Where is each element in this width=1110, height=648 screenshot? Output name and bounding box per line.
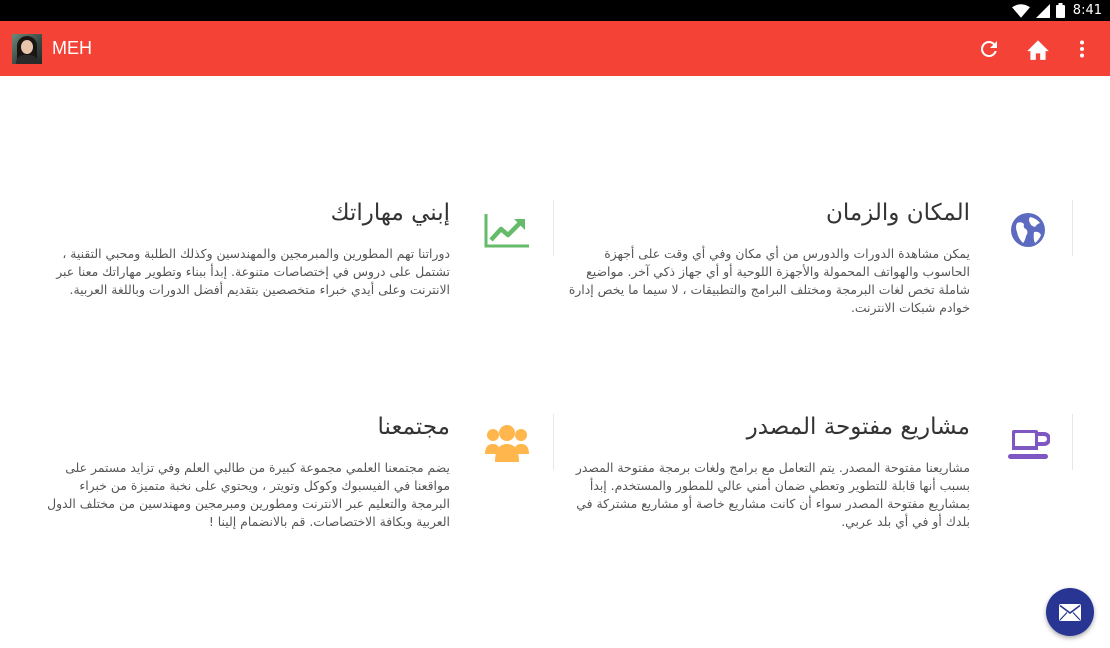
home-button[interactable]: [1013, 21, 1062, 76]
feature-divider: [553, 414, 554, 470]
feature-build-skills: [40, 200, 555, 330]
battery-icon: [1056, 3, 1065, 18]
feature-community: [40, 414, 555, 544]
feature-description: يمكن مشاهدة الدورات والدورس من أي مكان وفي أي وقت على أجهزة الحاسوب والهواتف المحمولة والأجهزة اللوحية أو أي جهاز ذكي آخر. مواضيع شاملة تخص لغات البرمجة ومختلف البرامج والتطبيقات ، لا سيما ما يخص إدارة خوادم شبكات الانترنت.: [568, 246, 970, 315]
contact-mail-button[interactable]: [1046, 588, 1094, 636]
mail-icon: [1059, 604, 1081, 621]
coffee-cup-icon: [1003, 419, 1053, 469]
feature-title: المكان والزمان: [825, 200, 970, 226]
signal-icon: [1036, 4, 1050, 18]
app-actions: [964, 21, 1110, 76]
avatar[interactable]: [12, 34, 42, 64]
home-icon: [1025, 37, 1051, 61]
feature-divider: [1072, 414, 1073, 470]
feature-description: دوراتنا تهم المطورين والمبرمجين والمهندسين وكذلك الطلبة ومحبي التقنية ، تشتمل على دروس في إختصاصات متنوعة. إبدأ ببناء وتطوير مهاراتك معنا عبر الانترنت وعلى أيدي خبراء متخصصين بتقديم أفضل الدورات وباللغة العربية.: [56, 246, 450, 297]
feature-divider: [553, 200, 554, 256]
more-vert-icon: [1079, 40, 1085, 58]
feature-title: مجتمعنا: [377, 414, 450, 440]
status-time: 8:41: [1072, 3, 1102, 18]
refresh-icon: [977, 37, 1001, 61]
trending-up-icon: [482, 205, 532, 255]
feature-description: يضم مجتمعنا العلمي مجموعة كبيرة من طالبي العلم وفي تزايد مستمر على مواقعنا في الفيسبوك وكوكل وتويتر ، ويحتوي على نخبة متميزة من خبراء البرمجة والتعليم عبر الانترنت ومطورين ومبرمجين ومهندسين من مختلف الدول العربية وبكافة الاختصاصات. قم بالانضمام إلينا !: [47, 460, 450, 529]
app-bar: [0, 21, 1110, 76]
feature-description: مشاريعنا مفتوحة المصدر. يتم التعامل مع برامج ولغات برمجة مفتوحة المصدر بسبب أنها قابلة للتطوير وتعطي ضمان أمني عالي للمطور والمستخدم. إبدأ بمشاريع مفتوحة المصدر سواء أن كانت مشاريع خاصة أو مشاريع مشتركة في بلدك أو في أي بلد عربي.: [575, 460, 970, 529]
feature-title: إبني مهاراتك: [330, 200, 450, 226]
group-icon: [482, 419, 532, 469]
globe-icon: [1003, 205, 1053, 255]
app-title: MEH: [52, 38, 92, 58]
overflow-menu-button[interactable]: [1062, 21, 1102, 76]
status-bar: [0, 0, 1110, 21]
feature-place-and-time: [560, 200, 1075, 330]
refresh-button[interactable]: [964, 21, 1013, 76]
feature-divider: [1072, 200, 1073, 256]
feature-title: مشاريع مفتوحة المصدر: [746, 414, 970, 440]
wifi-icon: [1012, 4, 1030, 18]
feature-open-source: [560, 414, 1075, 544]
